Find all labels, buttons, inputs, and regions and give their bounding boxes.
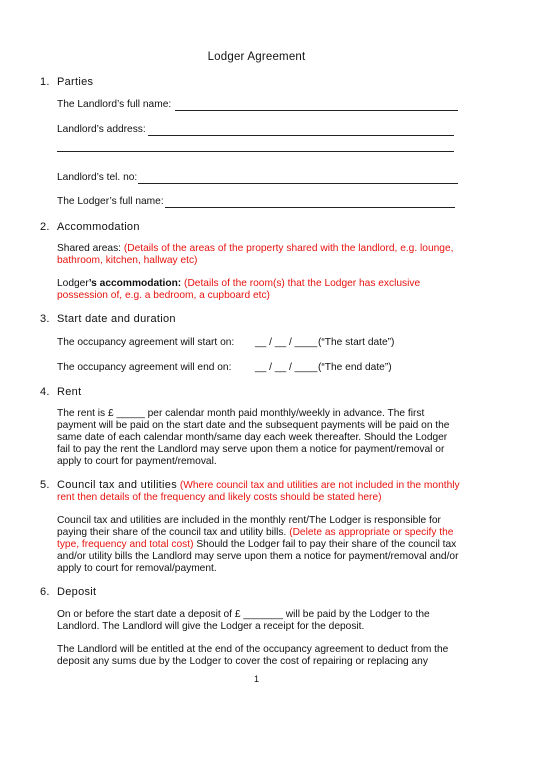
section-5-heading-block — [57, 479, 462, 504]
lodger-accommodation-label-plain: Lodger — [57, 278, 89, 289]
landlord-name-line — [175, 110, 458, 111]
end-date-note: (“The end date”) — [318, 362, 392, 373]
landlord-tel-label: Landlord’s tel. no: — [57, 172, 138, 183]
start-date-blank: __ / __ / ____ — [255, 337, 318, 348]
council-tax-paragraph — [57, 515, 459, 575]
section-3-heading: Start date and duration — [57, 313, 176, 325]
lodger-accommodation-paragraph — [57, 278, 459, 302]
document-title: Lodger Agreement — [207, 51, 306, 63]
end-date-label: The occupancy agreement will end on: — [57, 362, 232, 373]
start-date-note: (“The start date”) — [318, 337, 395, 348]
section-4-heading: Rent — [57, 386, 82, 398]
lodger-name-label: The Lodger’s full name: — [57, 196, 164, 207]
council-tax-instruction: (Where council tax and utilities are not included in the monthly rent then details of the frequency and likely costs should be stated here) — [57, 480, 460, 503]
section-1-heading: Parties — [57, 76, 94, 88]
shared-areas-label: Shared areas: — [57, 243, 121, 254]
section-5-number: 5. — [40, 479, 50, 491]
landlord-address-line-2 — [57, 151, 454, 152]
section-2-heading: Accommodation — [57, 221, 140, 233]
landlord-tel-line — [138, 183, 458, 184]
council-tax-text-a: Council tax and utilities are included in the monthly rent/The Lodger is responsible for paying their share of the council tax and utility bills. — [57, 515, 441, 538]
section-5-heading: Council tax and utilities — [57, 479, 178, 491]
landlord-address-label: Landlord’s address: — [57, 124, 146, 135]
section-6-heading: Deposit — [57, 586, 97, 598]
section-6-number: 6. — [40, 586, 50, 598]
section-3-number: 3. — [40, 313, 50, 325]
landlord-name-label: The Landlord’s full name: — [57, 99, 172, 110]
lodger-accommodation-label-bold: ’s accommodation: — [88, 278, 182, 289]
section-1-number: 1. — [40, 76, 50, 88]
landlord-address-line — [148, 135, 454, 136]
deposit-paragraph-2: The Landlord will be entitled at the end of the occupancy agreement to deduct from the deposit any sums due by the Lodger to cover the cost of repairing or replacing any — [57, 644, 449, 667]
lodger-name-line — [165, 207, 455, 208]
council-tax-text-b: Should the Lodger fail to pay their share of the council tax and/or utility bills the Landlord may serve upon them a notice for payment/removal and/or apply to court for removal/payment. — [57, 539, 459, 574]
start-date-label: The occupancy agreement will start on: — [57, 337, 235, 348]
shared-areas-paragraph — [57, 243, 459, 267]
section-2-number: 2. — [40, 221, 50, 233]
deposit-paragraph-1: On or before the start date a deposit of £ _______ will be paid by the Lodger to the Landlord. The Landlord will give the Lodger a receipt for the deposit. — [57, 609, 430, 632]
end-date-blank: __ / __ / ____ — [255, 362, 318, 373]
council-tax-delete-instruction: (Delete as appropriate or specify the type, frequency and total cost) — [57, 527, 454, 550]
page-number: 1 — [253, 674, 259, 684]
shared-areas-instruction: (Details of the areas of the property shared with the landlord, e.g. lounge, bathroom, kitchen, hallway etc) — [57, 243, 454, 266]
rent-paragraph: The rent is £ _____ per calendar month paid monthly/weekly in advance. The first payment will be paid on the start date and the subsequent payments will be paid on the same date of each calendar month/same day each week thereafter. Should the Lodger fail to pay the rent the Landlord may serve upon them a notice for payment/removal or apply to court for payment/removal. — [57, 408, 450, 467]
lodger-accommodation-instruction: (Details of the room(s) that the Lodger has exclusive possession of, e.g. a bedroom, a cupboard etc) — [57, 278, 421, 301]
section-4-number: 4. — [40, 386, 50, 398]
